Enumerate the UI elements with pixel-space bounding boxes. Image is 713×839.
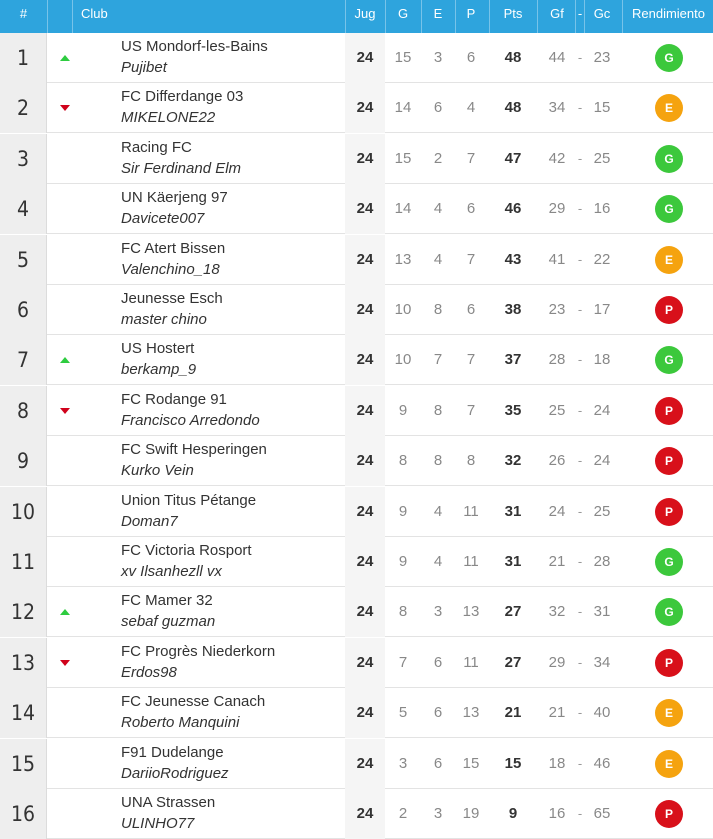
cell-g: 3	[398, 754, 408, 772]
club-name[interactable]: UNA Strassen	[121, 794, 216, 811]
cell-separator: -	[577, 100, 583, 116]
cell-e: 8	[433, 452, 443, 470]
cell-g: 2	[398, 805, 408, 822]
header-divider	[421, 0, 422, 33]
cell-separator: -	[577, 352, 583, 368]
cell-g: 7	[398, 653, 408, 671]
cell-p: 8	[466, 452, 476, 470]
cell-g: 9	[398, 401, 408, 419]
cell-pts: 43	[504, 250, 522, 268]
position-number: 14	[0, 688, 47, 738]
cell-g: 5	[398, 704, 408, 722]
cell-gf: 32	[548, 603, 566, 621]
cell-g: 15	[394, 149, 412, 167]
header-divider	[47, 0, 48, 33]
trend-down-icon	[60, 660, 70, 666]
cell-jug: 24	[356, 351, 374, 369]
manager-name[interactable]: Davicete007	[121, 210, 205, 228]
cell-e: 6	[433, 754, 443, 772]
cell-p: 6	[466, 49, 476, 66]
cell-gc: 15	[593, 99, 611, 117]
cell-gc: 16	[593, 200, 611, 218]
table-row[interactable]	[0, 436, 713, 486]
cell-p: 7	[466, 149, 476, 167]
manager-name[interactable]: Pujibet	[121, 59, 167, 76]
cell-g: 14	[394, 99, 412, 117]
cell-pts: 9	[508, 805, 518, 822]
cell-gf: 25	[548, 401, 566, 419]
table-row[interactable]	[0, 285, 713, 335]
table-row[interactable]	[0, 386, 713, 436]
cell-separator: -	[577, 201, 583, 217]
cell-jug: 24	[356, 301, 374, 318]
cell-gc: 25	[593, 502, 611, 520]
cell-pts: 27	[504, 653, 522, 671]
header-pos[interactable]: #	[19, 6, 28, 21]
header-divider	[72, 0, 73, 33]
manager-name[interactable]: Roberto Manquini	[121, 714, 240, 732]
cell-separator: -	[577, 150, 583, 166]
rendimiento-badge: P	[655, 800, 683, 828]
cell-e: 6	[433, 99, 443, 117]
cell-jug: 24	[356, 603, 374, 621]
header-divider	[489, 0, 490, 33]
club-name[interactable]: FC Mamer 32	[121, 592, 213, 610]
club-name[interactable]: FC Progrès Niederkorn	[121, 642, 276, 660]
position-number: 16	[0, 789, 47, 839]
cell-gc: 34	[593, 653, 611, 671]
club-name[interactable]: UN Käerjeng 97	[121, 189, 228, 207]
club-name[interactable]: Racing FC	[121, 138, 192, 156]
club-name[interactable]: FC Rodange 91	[121, 390, 227, 408]
rendimiento-badge: P	[655, 649, 683, 677]
cell-gf: 18	[548, 754, 566, 772]
cell-g: 14	[394, 200, 412, 218]
table-row[interactable]	[0, 184, 713, 234]
trend-up-icon	[60, 609, 70, 615]
club-name[interactable]: US Mondorf-les-Bains	[121, 38, 268, 55]
cell-jug: 24	[356, 653, 374, 671]
cell-gc: 18	[593, 351, 611, 369]
cell-gc: 24	[593, 401, 611, 419]
cell-separator: -	[577, 705, 583, 721]
cell-p: 13	[462, 704, 480, 722]
cell-separator: -	[577, 251, 583, 267]
rendimiento-badge: P	[655, 296, 683, 324]
club-name[interactable]: FC Swift Hesperingen	[121, 441, 267, 459]
cell-pts: 46	[504, 200, 522, 218]
cell-gc: 31	[593, 603, 611, 621]
position-number: 12	[0, 587, 47, 637]
position-number: 13	[0, 638, 47, 688]
position-number: 6	[0, 285, 47, 335]
position-number: 8	[0, 386, 47, 436]
cell-g: 9	[398, 502, 408, 520]
cell-jug: 24	[356, 401, 374, 419]
position-number: 5	[0, 235, 47, 285]
cell-g: 9	[398, 553, 408, 570]
rendimiento-badge: E	[655, 699, 683, 727]
cell-pts: 27	[504, 603, 522, 621]
table-row[interactable]	[0, 739, 713, 789]
rendimiento-badge: E	[655, 246, 683, 274]
club-name[interactable]: Jeunesse Esch	[121, 290, 223, 307]
header-jug[interactable]: Jug	[354, 6, 376, 21]
cell-gf: 34	[548, 99, 566, 117]
club-name[interactable]: F91 Dudelange	[121, 743, 224, 761]
cell-gc: 24	[593, 452, 611, 470]
cell-e: 4	[433, 502, 443, 520]
position-number: 11	[0, 537, 47, 587]
cell-separator: -	[577, 453, 583, 469]
cell-gf: 24	[548, 502, 566, 520]
header-rendimiento[interactable]: Rendimiento	[632, 6, 705, 21]
rendimiento-badge: P	[655, 397, 683, 425]
position-number: 15	[0, 739, 47, 789]
cell-jug: 24	[356, 502, 374, 520]
header-e[interactable]: E	[433, 6, 443, 21]
rendimiento-badge: G	[655, 44, 683, 72]
cell-gf: 42	[548, 149, 566, 167]
cell-pts: 32	[504, 452, 522, 470]
cell-p: 4	[466, 99, 476, 117]
cell-separator: -	[577, 604, 583, 620]
header-divider	[537, 0, 538, 33]
cell-e: 6	[433, 653, 443, 671]
cell-jug: 24	[356, 754, 374, 772]
header-p[interactable]: P	[466, 6, 476, 21]
cell-gc: 28	[593, 553, 611, 570]
header-pts[interactable]: Pts	[503, 6, 523, 21]
cell-gf: 21	[548, 704, 566, 722]
cell-e: 3	[433, 603, 443, 621]
cell-gf: 21	[548, 553, 566, 570]
header-gf[interactable]: Gf	[550, 6, 564, 21]
position-number: 9	[0, 436, 47, 486]
cell-separator: -	[577, 402, 583, 418]
club-name[interactable]: US Hostert	[121, 340, 195, 358]
cell-g: 13	[394, 250, 412, 268]
cell-jug: 24	[356, 250, 374, 268]
table-row[interactable]	[0, 134, 713, 184]
table-row[interactable]	[0, 33, 713, 83]
cell-p: 11	[463, 553, 479, 570]
cell-e: 8	[433, 301, 443, 318]
header-divider	[622, 0, 623, 33]
manager-name[interactable]: Francisco Arredondo	[121, 411, 260, 429]
rendimiento-badge: G	[655, 548, 683, 576]
cell-gf: 28	[548, 351, 566, 369]
cell-jug: 24	[356, 149, 374, 167]
rendimiento-badge: G	[655, 145, 683, 173]
rendimiento-badge: G	[655, 598, 683, 626]
position-number: 4	[0, 184, 47, 234]
trend-up-icon	[60, 357, 70, 363]
cell-pts: 48	[504, 99, 522, 117]
cell-p: 6	[466, 301, 476, 318]
cell-separator: -	[577, 654, 583, 670]
cell-gc: 65	[593, 805, 611, 822]
rendimiento-badge: E	[655, 94, 683, 122]
cell-p: 13	[462, 603, 480, 621]
cell-e: 7	[433, 351, 443, 369]
header-g[interactable]: G	[397, 6, 409, 21]
header-dash: -	[577, 6, 583, 21]
table-header	[0, 0, 713, 33]
header-club[interactable]: Club	[81, 6, 108, 21]
cell-gf: 41	[548, 250, 566, 268]
cell-separator: -	[577, 503, 583, 519]
cell-p: 6	[466, 200, 476, 218]
cell-gf: 16	[548, 805, 566, 822]
cell-g: 8	[398, 452, 408, 470]
cell-gc: 25	[593, 149, 611, 167]
table-row[interactable]	[0, 83, 713, 133]
cell-gf: 26	[548, 452, 566, 470]
cell-jug: 24	[356, 99, 374, 117]
cell-separator: -	[577, 302, 583, 317]
position-number: 3	[0, 134, 47, 184]
cell-p: 7	[466, 250, 476, 268]
rendimiento-badge: P	[655, 498, 683, 526]
position-number: 10	[0, 487, 47, 537]
manager-name[interactable]: Valenchino_18	[121, 260, 220, 278]
table-row[interactable]	[0, 587, 713, 637]
trend-down-icon	[60, 105, 70, 111]
cell-pts: 31	[504, 502, 522, 520]
cell-jug: 24	[356, 49, 374, 66]
manager-name[interactable]: DariioRodriguez	[121, 764, 229, 782]
cell-p: 11	[463, 653, 479, 671]
manager-name[interactable]: xv Ilsanhezll vx	[121, 563, 222, 580]
cell-separator: -	[577, 554, 583, 569]
cell-pts: 38	[504, 301, 522, 318]
manager-name[interactable]: berkamp_9	[121, 361, 197, 379]
trend-up-icon	[60, 55, 70, 61]
cell-gc: 23	[593, 49, 611, 66]
club-name[interactable]: FC Atert Bissen	[121, 239, 226, 257]
table-row[interactable]	[0, 235, 713, 285]
table-row[interactable]	[0, 537, 713, 587]
cell-e: 6	[433, 704, 443, 722]
cell-g: 10	[394, 301, 412, 318]
club-name[interactable]: FC Differdange 03	[121, 88, 244, 106]
cell-e: 2	[433, 149, 443, 167]
manager-name[interactable]: ULINHO77	[121, 815, 195, 832]
rendimiento-badge: G	[655, 195, 683, 223]
cell-pts: 35	[504, 401, 522, 419]
cell-p: 19	[462, 805, 480, 822]
cell-pts: 31	[504, 553, 522, 570]
cell-pts: 48	[504, 49, 522, 66]
position-number: 2	[0, 83, 47, 133]
cell-gc: 40	[593, 704, 611, 722]
cell-separator: -	[577, 755, 583, 771]
cell-p: 7	[466, 401, 476, 419]
header-gc[interactable]: Gc	[593, 6, 611, 21]
cell-jug: 24	[356, 452, 374, 470]
cell-e: 4	[433, 553, 443, 570]
cell-gc: 17	[593, 301, 611, 318]
cell-p: 7	[466, 351, 476, 369]
table-row[interactable]	[0, 638, 713, 688]
cell-e: 3	[433, 805, 443, 822]
cell-g: 8	[398, 603, 408, 621]
cell-separator: -	[577, 806, 583, 821]
position-number: 7	[0, 335, 47, 385]
cell-e: 4	[433, 200, 443, 218]
cell-p: 15	[462, 754, 480, 772]
manager-name[interactable]: Doman7	[121, 512, 178, 530]
rendimiento-badge: E	[655, 750, 683, 778]
cell-gf: 44	[548, 49, 566, 66]
manager-name[interactable]: Kurko Vein	[121, 462, 194, 480]
cell-jug: 24	[356, 805, 374, 822]
rendimiento-badge: P	[655, 447, 683, 475]
club-name[interactable]: FC Victoria Rosport	[121, 542, 252, 559]
cell-pts: 47	[504, 149, 522, 167]
rendimiento-badge: G	[655, 346, 683, 374]
trend-down-icon	[60, 408, 70, 414]
cell-e: 3	[433, 49, 443, 66]
manager-name[interactable]: master chino	[121, 311, 207, 328]
cell-g: 15	[394, 49, 412, 66]
cell-gf: 29	[548, 653, 566, 671]
manager-name[interactable]: Erdos98	[121, 663, 177, 681]
cell-jug: 24	[356, 704, 374, 722]
table-row[interactable]	[0, 487, 713, 537]
manager-name[interactable]: sebaf guzman	[121, 613, 216, 631]
cell-gf: 29	[548, 200, 566, 218]
cell-pts: 21	[504, 704, 522, 722]
club-name[interactable]: FC Jeunesse Canach	[121, 693, 266, 711]
manager-name[interactable]: Sir Ferdinand Elm	[121, 159, 242, 177]
cell-pts: 37	[504, 351, 522, 369]
cell-separator: -	[577, 50, 583, 65]
header-divider	[584, 0, 585, 33]
cell-gc: 22	[593, 250, 611, 268]
table-row[interactable]	[0, 688, 713, 738]
table-row[interactable]	[0, 789, 713, 839]
manager-name[interactable]: MIKELONE22	[121, 109, 216, 127]
cell-p: 11	[463, 502, 479, 520]
header-divider	[385, 0, 386, 33]
table-row[interactable]	[0, 335, 713, 385]
cell-gf: 23	[548, 301, 566, 318]
cell-e: 8	[433, 401, 443, 419]
cell-jug: 24	[356, 553, 374, 570]
cell-pts: 15	[504, 754, 522, 772]
cell-jug: 24	[356, 200, 374, 218]
cell-g: 10	[394, 351, 412, 369]
cell-gc: 46	[593, 754, 611, 772]
position-number: 1	[0, 33, 47, 83]
cell-e: 4	[433, 250, 443, 268]
club-name[interactable]: Union Titus Pétange	[121, 491, 257, 509]
